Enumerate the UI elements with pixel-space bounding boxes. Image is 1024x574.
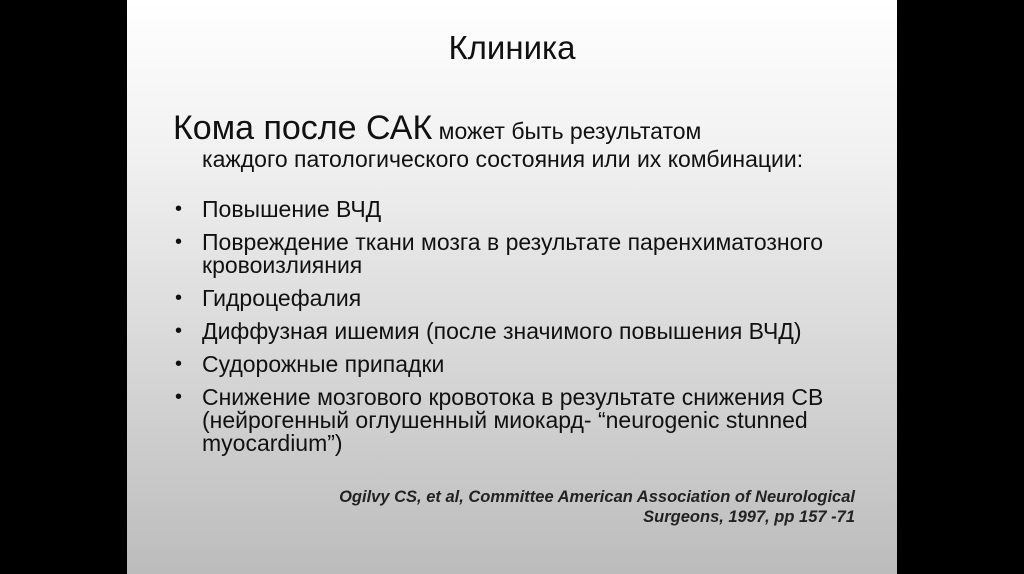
bullet-text: Повреждение ткани мозга в результате паренхиматозного кровоизлияния (202, 229, 824, 278)
slide (127, 0, 897, 574)
bullet-item (173, 198, 853, 221)
slide-title: Клиника (448, 29, 576, 66)
bullet-list (173, 198, 853, 465)
bullet-text: Снижение мозгового кровотока в результате снижения СВ (нейрогенный оглушенный миокард- “neurogenic stunned myocardium”) (202, 384, 824, 456)
bullet-item (173, 353, 853, 376)
bullet-item (173, 231, 853, 277)
citation (215, 487, 855, 527)
intro-paragraph (173, 108, 873, 171)
bullet-text: Диффузная ишемия (после значимого повышения ВЧД) (202, 318, 802, 344)
bullet-icon: • (175, 287, 183, 309)
bullet-item (173, 320, 853, 343)
bullet-item (173, 287, 853, 310)
bullet-text: Повышение ВЧД (202, 196, 382, 222)
bullet-icon: • (175, 231, 183, 253)
bullet-text: Судорожные припадки (202, 351, 445, 377)
intro-lead-rest: может быть результатом (432, 118, 702, 144)
bullet-item (173, 386, 853, 455)
bullet-icon: • (175, 386, 183, 408)
bullet-icon: • (175, 353, 183, 375)
bullet-icon: • (175, 320, 183, 342)
bullet-text: Гидроцефалия (202, 285, 362, 311)
intro-continuation: каждого патологического состояния или их комбинации: (202, 146, 804, 172)
citation-line-2: Surgeons, 1997, pp 157 -71 (643, 508, 855, 526)
citation-line-1: Ogilvy CS, et al, Committee American Association of Neurological (339, 488, 855, 506)
bullet-icon: • (175, 198, 183, 220)
intro-lead: Кома после САК (173, 109, 433, 147)
